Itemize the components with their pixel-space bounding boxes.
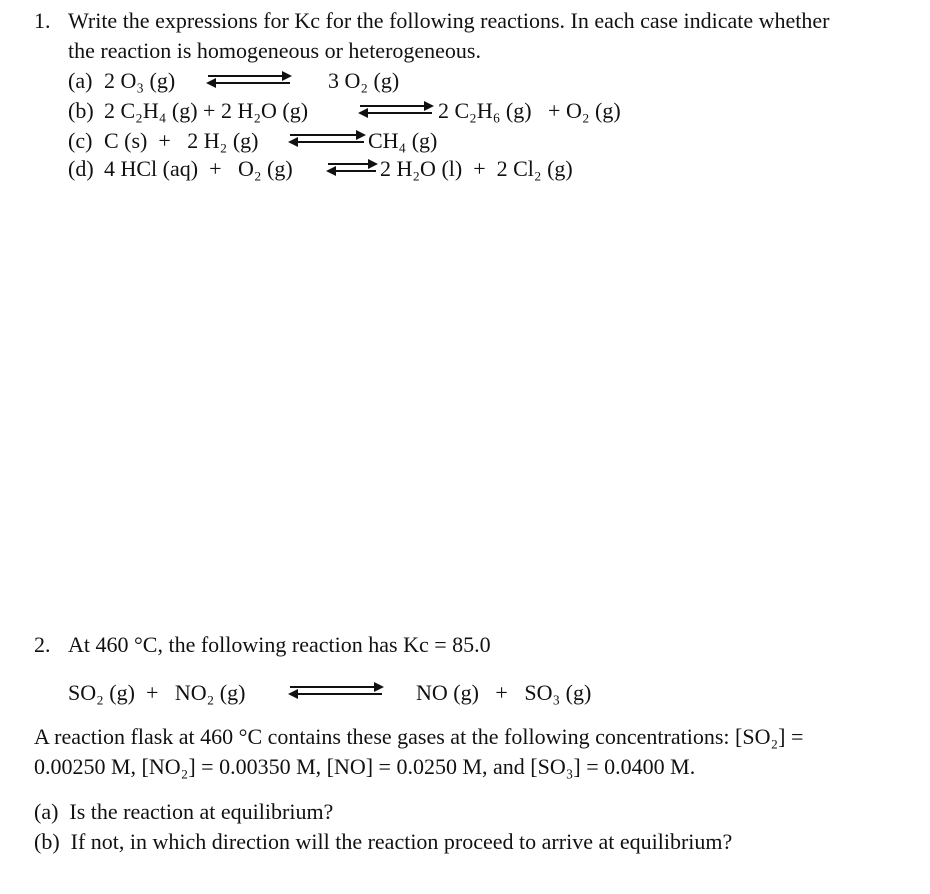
q2-paragraph-line1: A reaction flask at 460 °C contains these gases at the following concentrations: [SO₂] = — [34, 724, 804, 749]
reaction-b-products: 2 C₂H₆ (g) + O₂ (g) — [438, 98, 621, 123]
q1-text-line1: Write the expressions for Kc for the following reactions. In each case indicate whether — [68, 8, 830, 33]
reaction-c-products: CH₄ (g) — [368, 128, 438, 153]
equilibrium-arrow-icon — [290, 684, 382, 698]
q2-part-b: (b) If not, in which direction will the reaction proceed to arrive at equilibrium? — [34, 829, 733, 854]
reaction-a-label: (a) — [68, 68, 93, 93]
reaction-d-label: (d) — [68, 156, 94, 181]
q2-reactants: SO₂ (g) + NO₂ (g) — [68, 680, 246, 705]
q1-text-line2: the reaction is homogeneous or heterogeneous. — [68, 38, 481, 63]
reaction-a-products: 3 O₂ (g) — [328, 68, 400, 93]
reaction-b-label: (b) — [68, 98, 94, 123]
q1-number: 1. — [34, 8, 51, 33]
reaction-d-reactants: 4 HCl (aq) + O₂ (g) — [104, 156, 293, 181]
reaction-b-reactants: 2 C₂H₄ (g) + 2 H₂O (g) — [104, 98, 309, 123]
equilibrium-arrow-icon — [290, 132, 364, 146]
reaction-a-reactants: 2 O₃ (g) — [104, 68, 176, 93]
q2-part-a: (a) Is the reaction at equilibrium? — [34, 799, 334, 824]
reaction-d-products: 2 H₂O (l) + 2 Cl₂ (g) — [380, 156, 573, 181]
q2-intro: At 460 °C, the following reaction has Kc = 85.0 — [68, 632, 491, 657]
equilibrium-arrow-icon — [328, 161, 376, 175]
reaction-c-reactants: C (s) + 2 H₂ (g) — [104, 128, 259, 153]
q2-number: 2. — [34, 632, 51, 657]
q2-products: NO (g) + SO₃ (g) — [416, 680, 592, 705]
reaction-c-label: (c) — [68, 128, 93, 153]
q2-paragraph-line2: 0.00250 M, [NO₂] = 0.00350 M, [NO] = 0.0250 M, and [SO₃] = 0.0400 M. — [34, 754, 696, 779]
equilibrium-arrow-icon — [360, 103, 432, 117]
equilibrium-arrow-icon — [208, 73, 290, 87]
